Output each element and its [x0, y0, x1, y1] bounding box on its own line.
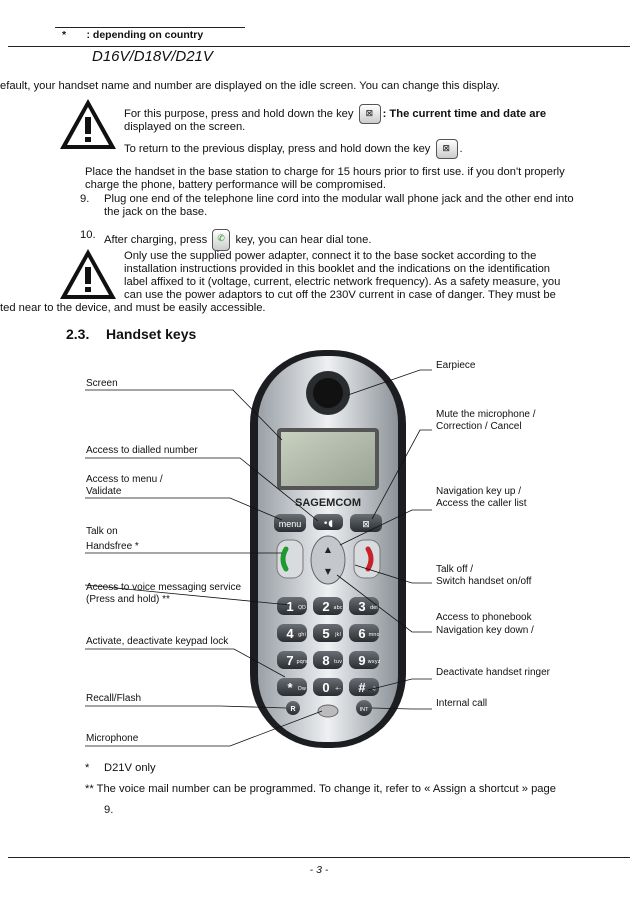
label-dialled-number: Access to dialled number [86, 445, 198, 456]
mute-key-icon: ⊠ [359, 104, 381, 124]
keypad-letters: jkl [335, 632, 341, 638]
warning-icon [58, 97, 118, 151]
step-10-text-a: After charging, press [104, 233, 208, 246]
warning-icon [58, 247, 118, 301]
keypad-digit: 0 [322, 680, 330, 695]
mute-key-icon: ⊠ [436, 139, 458, 159]
footnote-1-mark: * [85, 762, 90, 774]
keypad-digit: 9 [358, 653, 366, 668]
keypad-letters: def [369, 605, 379, 611]
warning1-line2: displayed on the screen. [124, 121, 246, 133]
label-mute: Mute the microphone / [436, 409, 536, 420]
label-caller-list: Access the caller list [436, 498, 527, 509]
keypad-digit: * [287, 680, 293, 695]
keypad-letters: +- [335, 686, 341, 692]
keypad-digit: 5 [322, 626, 330, 641]
step-10-number: 10. [80, 229, 96, 241]
charge-line-2: charge the phone, battery performance will be compromised. [85, 179, 386, 191]
step-10-line [104, 229, 371, 251]
keypad-letters: ghi [298, 632, 306, 638]
warning2-line-1: Only use the supplied power adapter, connect it to the base socket according to the [124, 250, 537, 262]
label-earpiece: Earpiece [436, 360, 476, 371]
header-note: * : depending on country [62, 29, 204, 41]
keypad-digit: # [358, 680, 366, 695]
label-talk-off: Talk off / [436, 564, 474, 575]
footnote-2-cont: 9. [104, 804, 114, 816]
footer-rule [8, 857, 630, 858]
keypad-letters: QD [298, 605, 306, 611]
keypad-letters: tuv [333, 659, 343, 665]
header-rule [8, 46, 630, 47]
svg-text:INT: INT [359, 707, 369, 713]
keypad-letters: abc [333, 605, 343, 611]
label-screen: Screen [86, 378, 118, 389]
label-press-hold: (Press and hold) ** [86, 594, 170, 605]
section-title: Handset keys [106, 326, 197, 342]
keypad-letters: wxyz [367, 659, 381, 665]
model-title: D16V/D18V/D21V [92, 48, 213, 65]
header-rule-short [55, 27, 245, 28]
charge-line-1: Place the handset in the base station to charge for 15 hours prior to first use. if you don't properly [85, 166, 565, 178]
label-switch-onoff: Switch handset on/off [436, 576, 532, 587]
intro-text: efault, your handset name and number are displayed on the idle screen. You can change this display. [0, 80, 500, 92]
label-menu: Access to menu / [86, 474, 163, 485]
svg-text:▼: ▼ [324, 567, 332, 576]
talk-key-icon: ✆ [212, 229, 230, 251]
keypad-letters: ♫ [371, 686, 377, 692]
warning1-line1-a: For this purpose, press and hold down the key [124, 107, 354, 120]
section-number: 2.3. [66, 326, 90, 342]
step-9-number: 9. [80, 193, 90, 205]
footnote-2: ** The voice mail number can be programmed. To change it, refer to « Assign a shortcut » page [85, 783, 556, 795]
label-phonebook: Access to phonebook [436, 612, 532, 623]
label-microphone: Microphone [86, 733, 139, 744]
keypad-digit: 2 [322, 599, 330, 614]
warning2-tail: ted near to the device, and must be easily accessible. [0, 302, 266, 314]
label-keypad-lock: Activate, deactivate keypad lock [86, 636, 229, 647]
warning1-line3 [124, 139, 463, 159]
keypad-digit: 1 [286, 599, 294, 614]
warning1-line1-b: : The current time and date are [382, 107, 547, 120]
step-10-text-b: key, you can hear dial tone. [235, 233, 372, 246]
label-internal-call: Internal call [436, 698, 488, 709]
warning1-line3-end: . [459, 142, 463, 155]
label-nav-down: Navigation key down / [436, 625, 534, 636]
label-ringer: Deactivate handset ringer [436, 667, 550, 678]
warning2-line-4: can use the power adaptors to cut off the 230V current in case of danger. They must be [124, 289, 556, 301]
keypad-letters: mno [368, 632, 380, 638]
label-validate: Validate [86, 486, 122, 497]
keypad-digit: 8 [322, 653, 330, 668]
warning2-line-3: label affixed to it (voltage, current, electric network frequency). As a safety measure, you [124, 276, 561, 288]
keypad-digit: 7 [286, 653, 294, 668]
keypad-digit: 3 [358, 599, 366, 614]
label-handsfree: Handsfree * [86, 541, 139, 552]
svg-text:•◖: •◖ [322, 519, 334, 529]
keypad-letters: pqrs [296, 659, 308, 665]
brand-logo: SAGEMCOM [295, 497, 361, 509]
step-9-line-2: the jack on the base. [104, 206, 208, 218]
label-voice-messaging: Access to voice messaging service [86, 582, 242, 593]
svg-text:▲: ▲ [324, 545, 332, 554]
svg-text:R: R [290, 706, 296, 713]
label-correction: Correction / Cancel [436, 421, 522, 432]
keypad-digit: 6 [358, 626, 366, 641]
warning2-line-2: installation instructions provided in this booklet and the indications on the identification [124, 263, 551, 275]
keypad-digit: 4 [286, 626, 294, 641]
label-talk-on: Talk on [86, 526, 118, 537]
page-number: - 3 - [309, 864, 329, 876]
keypad-letters: Dw [298, 686, 306, 692]
warning1-line3-text: To return to the previous display, press and hold down the key [124, 142, 431, 155]
svg-text:menu: menu [278, 519, 302, 529]
svg-text:⊠: ⊠ [362, 520, 370, 530]
footnote-1: D21V only [104, 762, 156, 774]
label-nav-up: Navigation key up / [436, 486, 522, 497]
label-recall: Recall/Flash [86, 693, 142, 704]
step-9-line-1: Plug one end of the telephone line cord into the modular wall phone jack and the other end into [104, 193, 574, 205]
